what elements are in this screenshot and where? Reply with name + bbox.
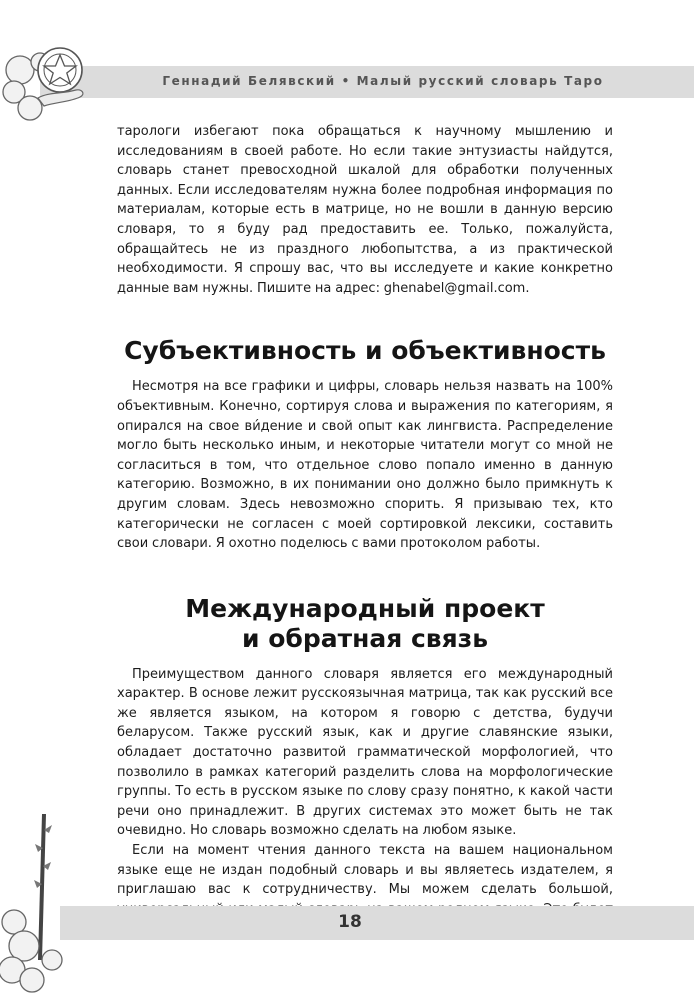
paragraph-invitation: Если на момент чтения данного текста на вашем национальном языке еще не издан подобный словарь и вы являетесь издателем, я приглашаю вас к сотрудничеству. Мы можем сделать большой, <box>117 843 613 898</box>
page-number: 18 <box>338 912 362 932</box>
heading-international-line2: и обратная связь <box>241 623 489 653</box>
running-head: Геннадий Белявский • Малый русский словарь Таро <box>162 74 604 88</box>
wand-clouds-ornament <box>0 810 70 1000</box>
paragraph-subjectivity: Несмотря на все графики и цифры, словарь нельзя назвать на 100% объективным. Конечно, сортируя слова и выражения по категориям, я опирался на свое ви́дение и свой опыт как лингвиста. Распределение могло быть несколько иным, и некоторые читатели могут со мной не согласиться в том, что отдельное слово попало именно в данную категорию. Возможно, в их понимании оно должно было примкнуть к другим словам. Здесь невозможно спорить. Я призываю тех, кто категорически не согласен с моей сортировкой лексики, составить свои словари. Я охотно поделюсь с вами протоколом работы. <box>117 379 613 552</box>
pentacle-coins-ornament <box>0 40 92 132</box>
heading-subjectivity: Субъективность и объективность <box>124 336 606 366</box>
paragraph-international: Преимуществом данного словаря является его международный характер. В основе лежит русскоязычная матрица, так как русский все же является языком, на котором я говорю с детства, будучи беларусом. Также русский язык, как и другие славянские языки, обладает достаточно развитой грамматической морфологией, что позволило в рамках категорий разделить слова на морфологические группы. То есть в русском языке по слову сразу понятно, к какой части речи оно принадлежит. В других системах это может быть не так очевидно. Но словарь возможно сделать на любом языке. <box>117 666 613 839</box>
page-content <box>117 122 613 939</box>
paragraph-intro: тарологи избегают пока обращаться к научному мышлению и исследованиям в своей работе. Но если такие энтузиасты найдутся, словарь станет превосходной шкалой для обработки полученных данных. Если исследователям нужна более подробная информация по материалам, которые есть в матрице, но не вошли в данную версию словаря, то я буду рад предоставить ее. Только, пожалуйста, обращайтесь не из праздного любопытства, а из практической необходимости. Я спрошу вас, что вы исследуете и какие конкретно данные вам нужны. Пишите на адрес: ghenabel@gmail.com. <box>117 124 613 296</box>
heading-international-line1: Международный проект <box>185 593 545 623</box>
